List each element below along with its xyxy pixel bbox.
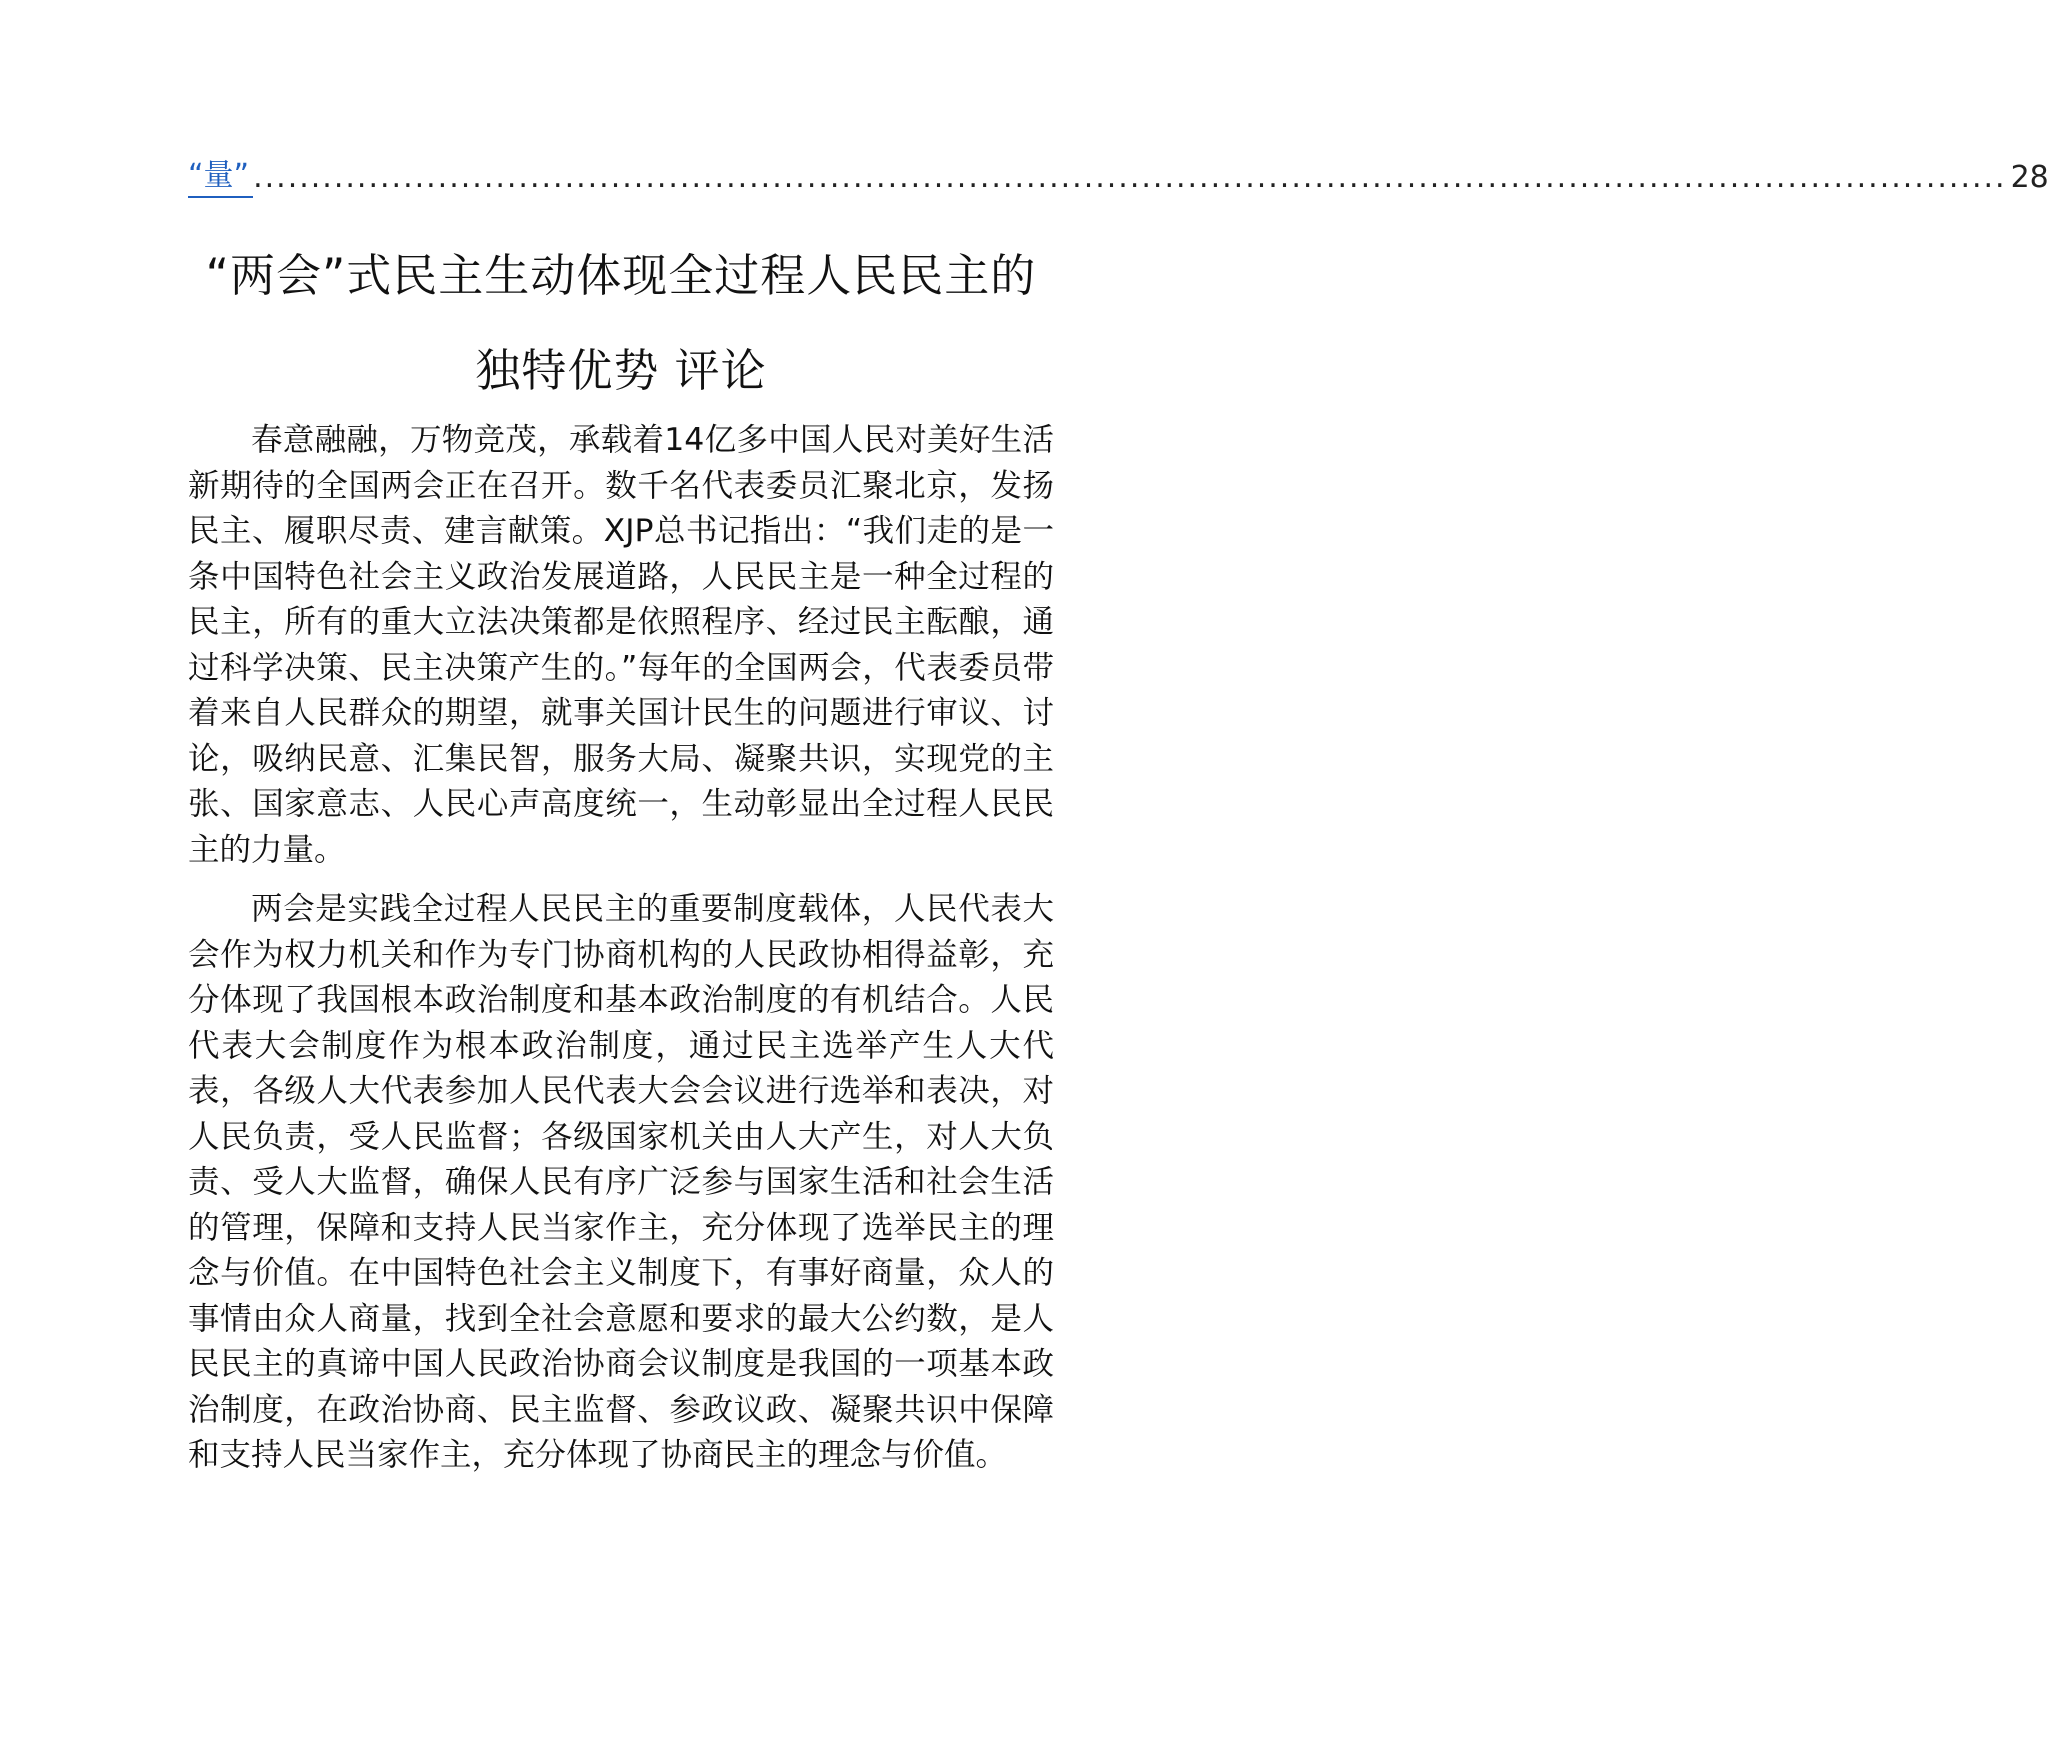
toc-entry xyxy=(188,152,2049,198)
toc-page-number: 28 xyxy=(2010,160,2049,195)
toc-link[interactable]: “量” xyxy=(188,156,253,198)
article-title: “两会”式民主生动体现全过程人民民主的独特优势 评论 xyxy=(205,249,1037,397)
paragraph: 春意融融，万物竞茂，承载着14亿多中国人民对美好生活新期待的全国两会正在召开。数千名代表委员汇聚北京，发扬民主、履职尽责、建言献策。XJP总书记指出：“我们走的是一条中国特色社会主义政治发展道路，人民民主是一种全过程的民主，所有的重大立法决策都是依照程序、经过民主酝酿，通过科学决策、民主决策产生的。”每年的全国两会，代表委员带着来自人民群众的期望，就事关国计民生的问题进行审议、讨论，吸纳民意、汇集民智，服务大局、凝聚共识，实现党的主张、国家意志、人民心声高度统一，生动彰显出全过程人民民主的力量。 xyxy=(188,422,1054,868)
article-body xyxy=(188,418,1054,1493)
paragraph: 两会是实践全过程人民民主的重要制度载体，人民代表大会作为权力机关和作为专门协商机构的人民政协相得益彰，充分体现了我国根本政治制度和基本政治制度的有机结合。人民代表大会制度作为根本政治制度，通过民主选举产生人大代表，各级人大代表参加人民代表大会会议进行选举和表决，对人民负责，受人民监督；各级国家机关由人大产生，对人大负责、受人大监督，确保人民有序广泛参与国家生活和社会生活的管理，保障和支持人民当家作主，充分体现了选举民主的理念与价值。在中国特色社会主义制度下，有事好商量，众人的事情由众人商量，找到全社会意愿和要求的最大公约数，是人民民主的真谛中国人民政治协商会议制度是我国的一项基本政治制度，在政治协商、民主监督、参政议政、凝聚共识中保障和支持人民当家作主，充分体现了协商民主的理念与价值。 xyxy=(188,891,1054,1473)
toc-leader-dots: ........................................................................................................................................................ xyxy=(253,160,2007,195)
